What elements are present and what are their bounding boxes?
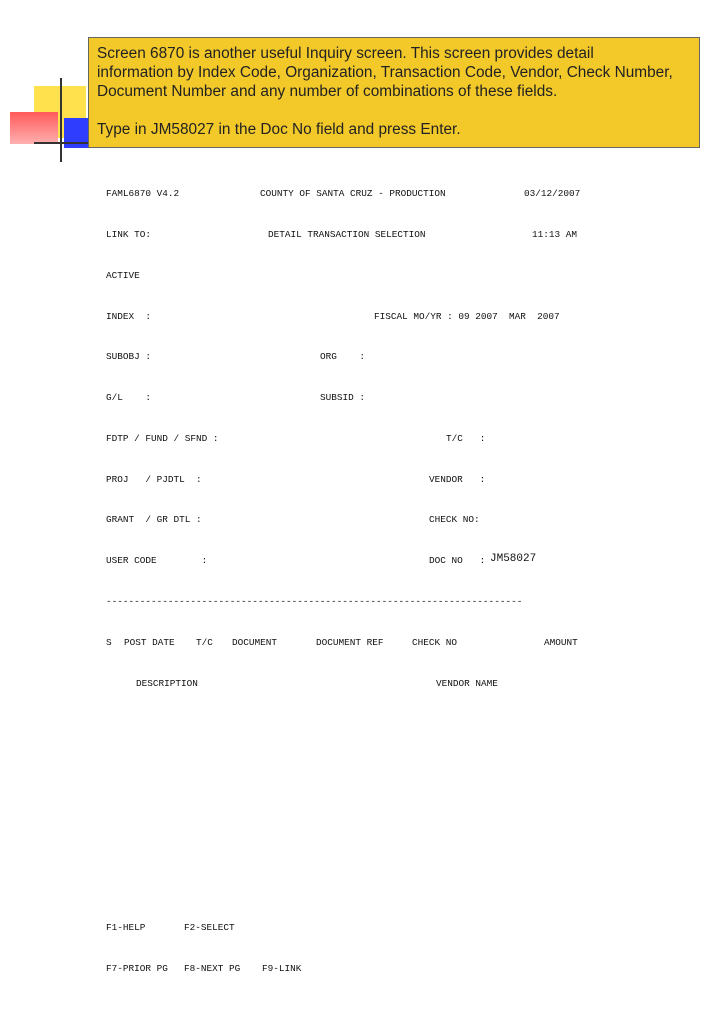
f1-help-key[interactable]: F1-HELP [106, 922, 146, 934]
screen-time: 11:13 AM [532, 228, 578, 240]
org-field[interactable]: ORG : [320, 351, 366, 363]
decorative-red-square [10, 112, 58, 144]
column-header-check-no: CHECK NO [412, 636, 458, 648]
fdtp-fund-sfnd-field[interactable]: FDTP / FUND / SFND : [106, 432, 219, 444]
column-header-description: DESCRIPTION [136, 677, 198, 689]
gl-field[interactable]: G/L : [106, 392, 152, 404]
separator-line: -------------------------------------------------------------------------- [106, 596, 523, 607]
proj-pjdtl-field[interactable]: PROJ / PJDTL : [106, 473, 202, 485]
column-header-vendor-name: VENDOR NAME [436, 677, 498, 689]
tc-field[interactable]: T/C : [446, 432, 486, 444]
instruction-callout [88, 37, 700, 148]
fiscal-mo-yr-field[interactable]: FISCAL MO/YR : 09 2007 MAR 2007 [374, 310, 560, 322]
doc-no-label: DOC NO : [429, 555, 486, 567]
column-header-document: DOCUMENT [232, 636, 278, 648]
callout-line-4: Type in JM58027 in the Doc No field and press Enter. [97, 121, 461, 138]
decorative-horizontal-line [34, 142, 94, 144]
f9-link-key[interactable]: F9-LINK [262, 963, 302, 975]
subobj-field[interactable]: SUBOBJ : [106, 351, 152, 363]
grant-grdtl-field[interactable]: GRANT / GR DTL : [106, 514, 202, 526]
user-code-field[interactable]: USER CODE : [106, 555, 208, 567]
screen-subtitle: DETAIL TRANSACTION SELECTION [268, 228, 426, 240]
subsid-field[interactable]: SUBSID : [320, 392, 366, 404]
status-text: ACTIVE [106, 269, 140, 281]
column-header-amount: AMOUNT [544, 636, 578, 648]
check-no-field[interactable]: CHECK NO: [429, 514, 480, 526]
index-field[interactable]: INDEX : [106, 310, 152, 322]
screen-id: FAML6870 V4.2 [106, 188, 180, 200]
screen-date: 03/12/2007 [524, 188, 581, 200]
f8-next-page-key[interactable]: F8-NEXT PG [184, 963, 241, 975]
column-header-tc: T/C [196, 636, 213, 648]
column-header-post-date: POST DATE [124, 636, 175, 648]
callout-line-3: Document Number and any number of combinations of these fields. [97, 83, 558, 100]
decorative-vertical-line [60, 78, 62, 162]
callout-line-1: Screen 6870 is another useful Inquiry screen. This screen provides detail [97, 45, 594, 62]
terminal-screen [106, 160, 581, 989]
callout-line-2: information by Index Code, Organization, Transaction Code, Vendor, Check Number, [97, 64, 673, 81]
doc-no-input[interactable]: JM58027 [490, 553, 537, 566]
column-header-s: S [106, 636, 112, 648]
vendor-field[interactable]: VENDOR : [429, 473, 486, 485]
link-to-field[interactable]: LINK TO: [106, 228, 152, 240]
f7-prior-page-key[interactable]: F7-PRIOR PG [106, 963, 168, 975]
system-title: COUNTY OF SANTA CRUZ - PRODUCTION [260, 188, 446, 200]
f2-select-key[interactable]: F2-SELECT [184, 922, 235, 934]
column-header-document-ref: DOCUMENT REF [316, 636, 384, 648]
